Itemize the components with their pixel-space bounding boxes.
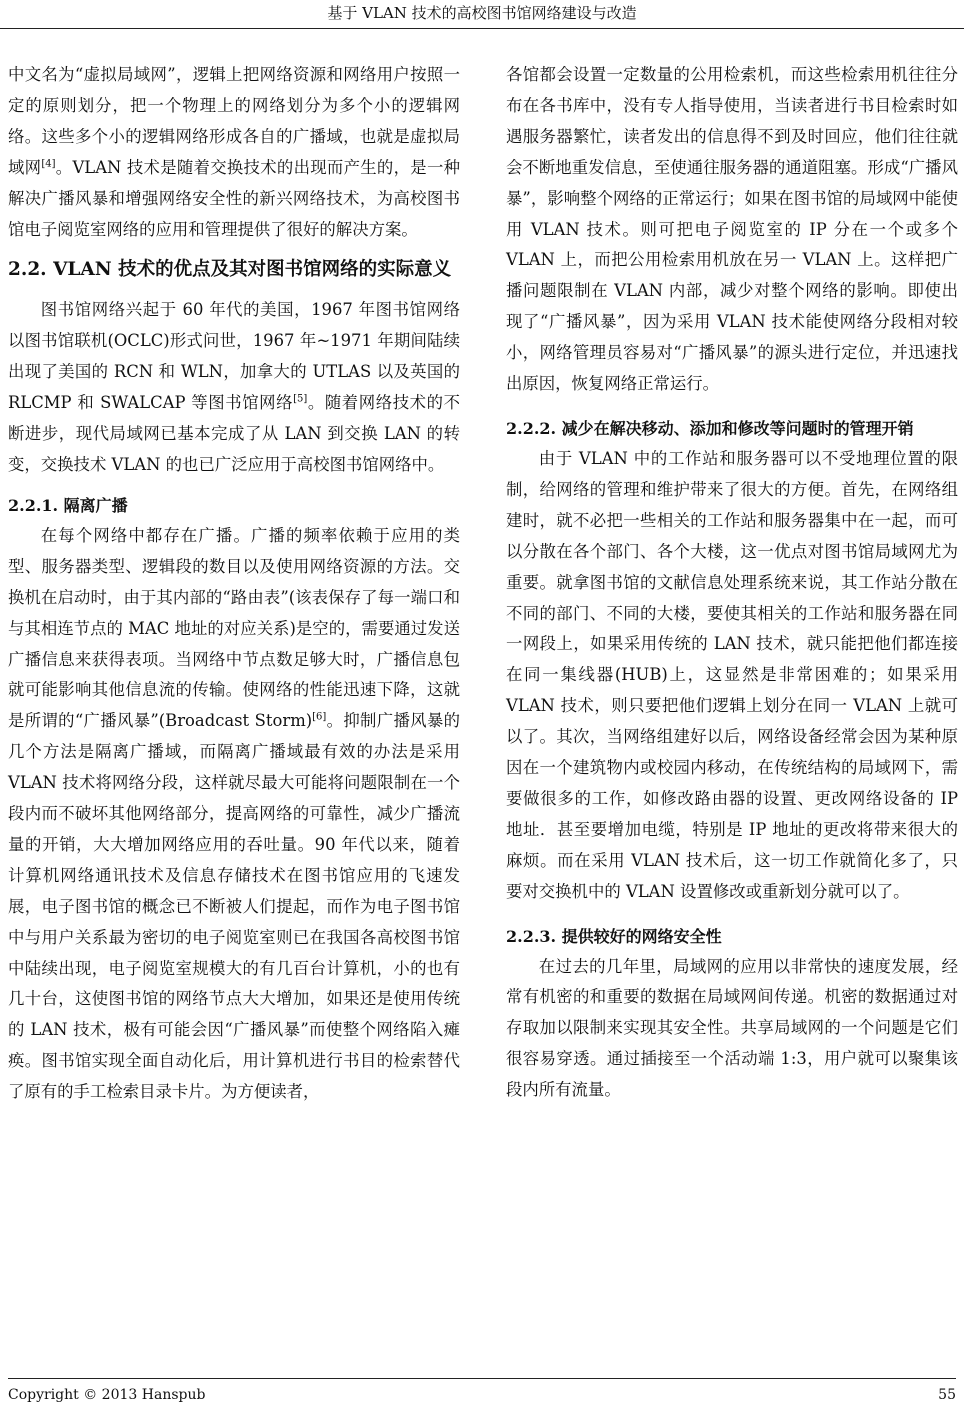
left-column (8, 60, 460, 1108)
citation-ref: [4] (41, 158, 56, 170)
subsection-heading-2-2-3: 2.2.3. 提供较好的网络安全性 (506, 926, 722, 946)
paragraph: 图书馆网络兴起于 60 年代的美国，1967 年图书馆网络以图书馆联机(OCLC)形式问世，1967 年~1971 年期间陆续出现了美国的 RCN 和 WLN，加拿大的 UTLAS 以及英国的 RLCMP 和 SWALCAP 等图书馆网络[5]。随着网络技术的不断进步，现代局域网已基本完成了从 LAN 到交换 LAN 的转变，交换技术 VLAN 的也已广泛应用于高校图书馆网络中。 (8, 300, 460, 474)
running-header (0, 0, 964, 29)
right-column (506, 60, 958, 1106)
paragraph: 各馆都会设置一定数量的公用检索机，而这些检索用机往往分布在各书库中，没有专人指导使用，当读者进行书目检索时如遇服务器繁忙，读者发出的信息得不到及时回应，他们往往就会不断地重发信息，至使通往服务器的通道阻塞。形成“广播风暴”，影响整个网络的正常运行；如果在图书馆的局域网中能使用 VLAN 技术。则可把电子阅览室的 IP 分在一个或多个 VLAN 上，而把公用检索用机放在另一 VLAN 上。这样把广播问题限制在 VLAN 内部，减少对整个网络的影响。即使出现了“广播风暴”，因为采用 VLAN 技术能使网络分段相对较小，网络管理员容易对“广播风暴”的源头进行定位，并迅速找出原因，恢复网络正常运行。 (506, 65, 958, 394)
paragraph: 中文名为“虚拟局域网”，逻辑上把网络资源和网络用户按照一定的原则划分，把一个物理上的网络划分为多个小的逻辑网络。这些多个小的逻辑网络形成各自的广播域，也就是虚拟局域网[4]。VLAN 技术是随着交换技术的出现而产生的，是一种解决广播风暴和增强网络安全性的新兴网络技术，为高校图书馆电子阅览室网络的应用和管理提供了很好的解决方案。 (8, 65, 461, 239)
page-number: 55 (938, 1387, 956, 1403)
page-footer (8, 1378, 956, 1403)
citation-ref: [5] (293, 393, 308, 405)
paragraph: 在过去的几年里，局域网的应用以非常快的速度发展，经常有机密的和重要的数据在局域网间传递。机密的数据通过对存取加以限制来实现其安全性。共享局域网的一个问题是它们很容易穿透。通过插接至一个活动端 1:3，用户就可以聚集该段内所有流量。 (506, 956, 958, 1100)
paragraph: 在每个网络中都存在广播。广播的频率依赖于应用的类型、服务器类型、逻辑段的数目以及使用网络资源的方法。交换机在启动时，由于其内部的“路由表”(该表保存了每一端口和与其相连节点的 MAC 地址的对应关系)是空的，需要通过发送广播信息来获得表项。当网络中节点数足够大时，广播信息包就可能影响其他信息流的传输。使网络的性能迅速下降，这就是所谓的“广播风暴”(Broadcast Storm)[6]。抑制广播风暴的几个方法是隔离广播域，而隔离广播域最有效的办法是采用 VLAN 技术将网络分段，这样就尽最大可能将问题限制在一个段内而不破坏其他网络部分，提高网络的可靠性，减少广播流量的开销，大大增加网络应用的吞吐量。90 年代以来，随着计算机网络通讯技术及信息存储技术在图书馆应用的飞速发展，电子图书馆的概念已不断被人们提起，而作为电子图书馆中与用户关系最为密切的电子阅览室则已在我国各高校图书馆中陆续出现，电子阅览室规模大的有几百台计算机，小的也有几十台，这使图书馆的网络节点大大增加，如果还是使用传统的 LAN 技术，极有可能会因“广播风暴”而使整个网络陷入瘫痪。图书馆实现全面自动化后，用计算机进行书目的检索替代了原有的手工检索目录卡片。为方便读者， (8, 525, 461, 1102)
running-title: 基于 VLAN 技术的高校图书馆网络建设与改造 (327, 4, 637, 22)
paragraph: 由于 VLAN 中的工作站和服务器可以不受地理位置的限制，给网络的管理和维护带来了很大的方便。首先，在网络组建时，就不必把一些相关的工作站和服务器集中在一起，而可以分散在各个部门、各个大楼，这一优点对图书馆局域网尤为重要。就拿图书馆的文献信息处理系统来说，其工作站分散在不同的部门、不同的大楼，要使其相关的工作站和服务器在同一网段上，如果采用传统的 LAN 技术，就只能把他们都连接在同一集线器(HUB)上，这显然是非常困难的；如果采用 VLAN 技术，则只要把他们逻辑上划分在同一 VLAN 上就可以了。其次，当网络组建好以后，网络设备经常会因为某种原因在一个建筑物内或校园内移动，在传统结构的局域网下，需要做很多的工作，如修改路由器的设置、更改网络设备的 IP 地址．甚至要增加电缆，特别是 IP 地址的更改将带来很大的麻烦。而在采用 VLAN 技术后，这一切工作就简化多了，只要对交换机中的 VLAN 设置修改或重新划分就可以了。 (506, 448, 958, 901)
subsection-heading-2-2-2: 2.2.2. 减少在解决移动、添加和修改等问题时的管理开销 (506, 418, 914, 438)
section-heading-2-2: 2.2. VLAN 技术的优点及其对图书馆网络的实际意义 (8, 259, 452, 281)
copyright-notice: Copyright © 2013 Hanspub (8, 1387, 206, 1403)
subsection-heading-2-2-1: 2.2.1. 隔离广播 (8, 495, 128, 515)
citation-ref: [6] (312, 711, 327, 723)
